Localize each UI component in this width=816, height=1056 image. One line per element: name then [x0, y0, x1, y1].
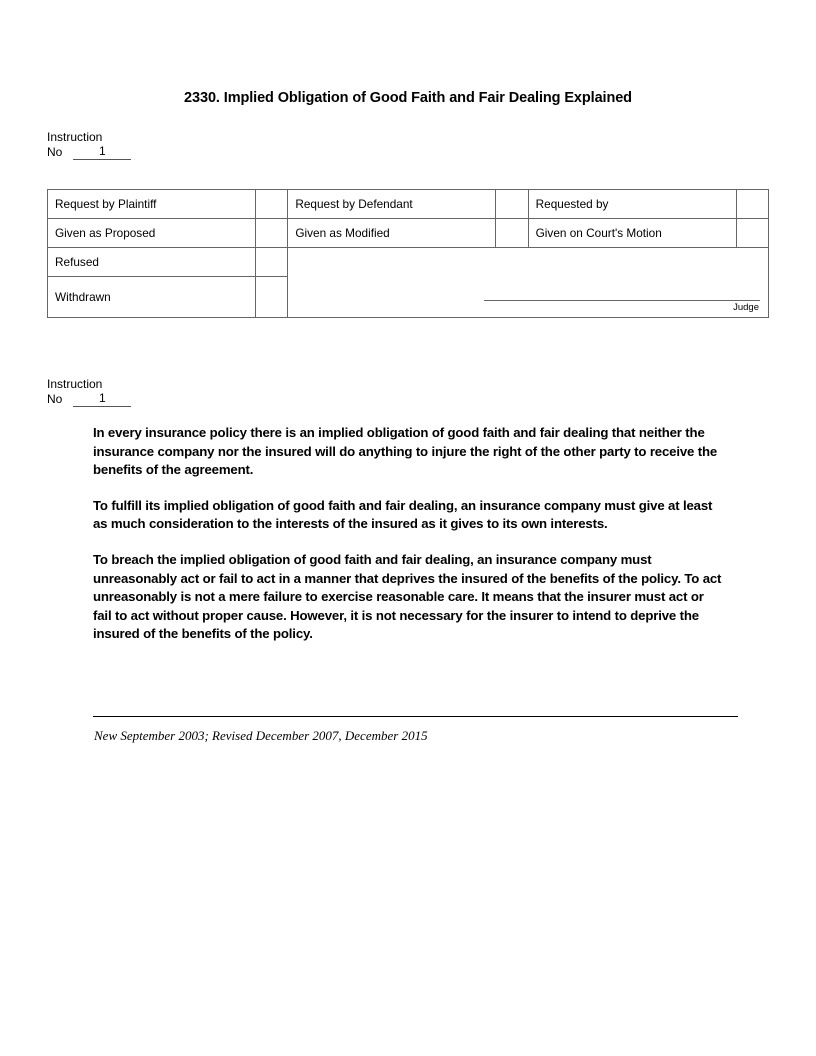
instruction-label-body: Instruction	[47, 377, 103, 391]
instruction-no-label-body: No	[47, 392, 63, 406]
checkbox-refused[interactable]	[256, 248, 288, 277]
signature-label-judge: Judge	[733, 302, 759, 313]
instruction-body-text	[93, 424, 725, 644]
cell-given-on-courts-motion: Given on Court's Motion	[528, 219, 736, 248]
instruction-number-block-body	[47, 377, 131, 407]
table-row	[48, 248, 769, 277]
instruction-paragraph-2: To fulfill its implied obligation of good faith and fair dealing, an insurance company must give at least as much consideration to the interests of the insured as it gives to its own interests.	[93, 497, 713, 532]
revision-history-note: New September 2003; Revised December 2007, December 2015	[94, 728, 428, 743]
request-disposition-table	[47, 189, 769, 318]
judge-signature-cell	[288, 248, 769, 318]
checkbox-requested-by[interactable]	[736, 190, 768, 219]
instruction-paragraph-1: In every insurance policy there is an implied obligation of good faith and fair dealing that neither the insurance company nor the insured will do anything to injure the right of the other party to receive the benefits of the agreement.	[93, 425, 718, 478]
checkbox-request-by-defendant[interactable]	[496, 190, 528, 219]
checkbox-given-as-modified[interactable]	[496, 219, 528, 248]
checkbox-withdrawn[interactable]	[256, 277, 288, 318]
signature-area	[484, 300, 760, 314]
cell-refused: Refused	[48, 248, 256, 277]
cell-given-as-modified: Given as Modified	[288, 219, 496, 248]
cell-request-by-plaintiff: Request by Plaintiff	[48, 190, 256, 219]
footer-divider	[93, 716, 738, 717]
instruction-no-field-top[interactable]: 1	[73, 145, 131, 160]
cell-given-as-proposed: Given as Proposed	[48, 219, 256, 248]
page-title: 2330. Implied Obligation of Good Faith and Fair Dealing Explained	[184, 90, 632, 106]
instruction-no-field-body[interactable]: 1	[73, 392, 131, 407]
checkbox-request-by-plaintiff[interactable]	[256, 190, 288, 219]
cell-withdrawn: Withdrawn	[48, 277, 256, 318]
cell-request-by-defendant: Request by Defendant	[288, 190, 496, 219]
instruction-no-label-top: No	[47, 145, 63, 159]
checkbox-given-on-courts-motion[interactable]	[736, 219, 768, 248]
instruction-number-block-top	[47, 130, 131, 160]
instruction-paragraph-3: To breach the implied obligation of good faith and fair dealing, an insurance company must unreasonably act or fail to act in a manner that deprives the insured of the benefits of the policy. To act unreasonably is not a mere failure to exercise reasonable care. It means that the insurer must act or fail to act without proper cause. However, it is not necessary for the insurer to intend to deprive the insured of the benefits of the policy.	[93, 551, 722, 642]
checkbox-given-as-proposed[interactable]	[256, 219, 288, 248]
table-row	[48, 219, 769, 248]
cell-requested-by: Requested by	[528, 190, 736, 219]
instruction-label-top: Instruction	[47, 130, 103, 144]
table-row	[48, 190, 769, 219]
